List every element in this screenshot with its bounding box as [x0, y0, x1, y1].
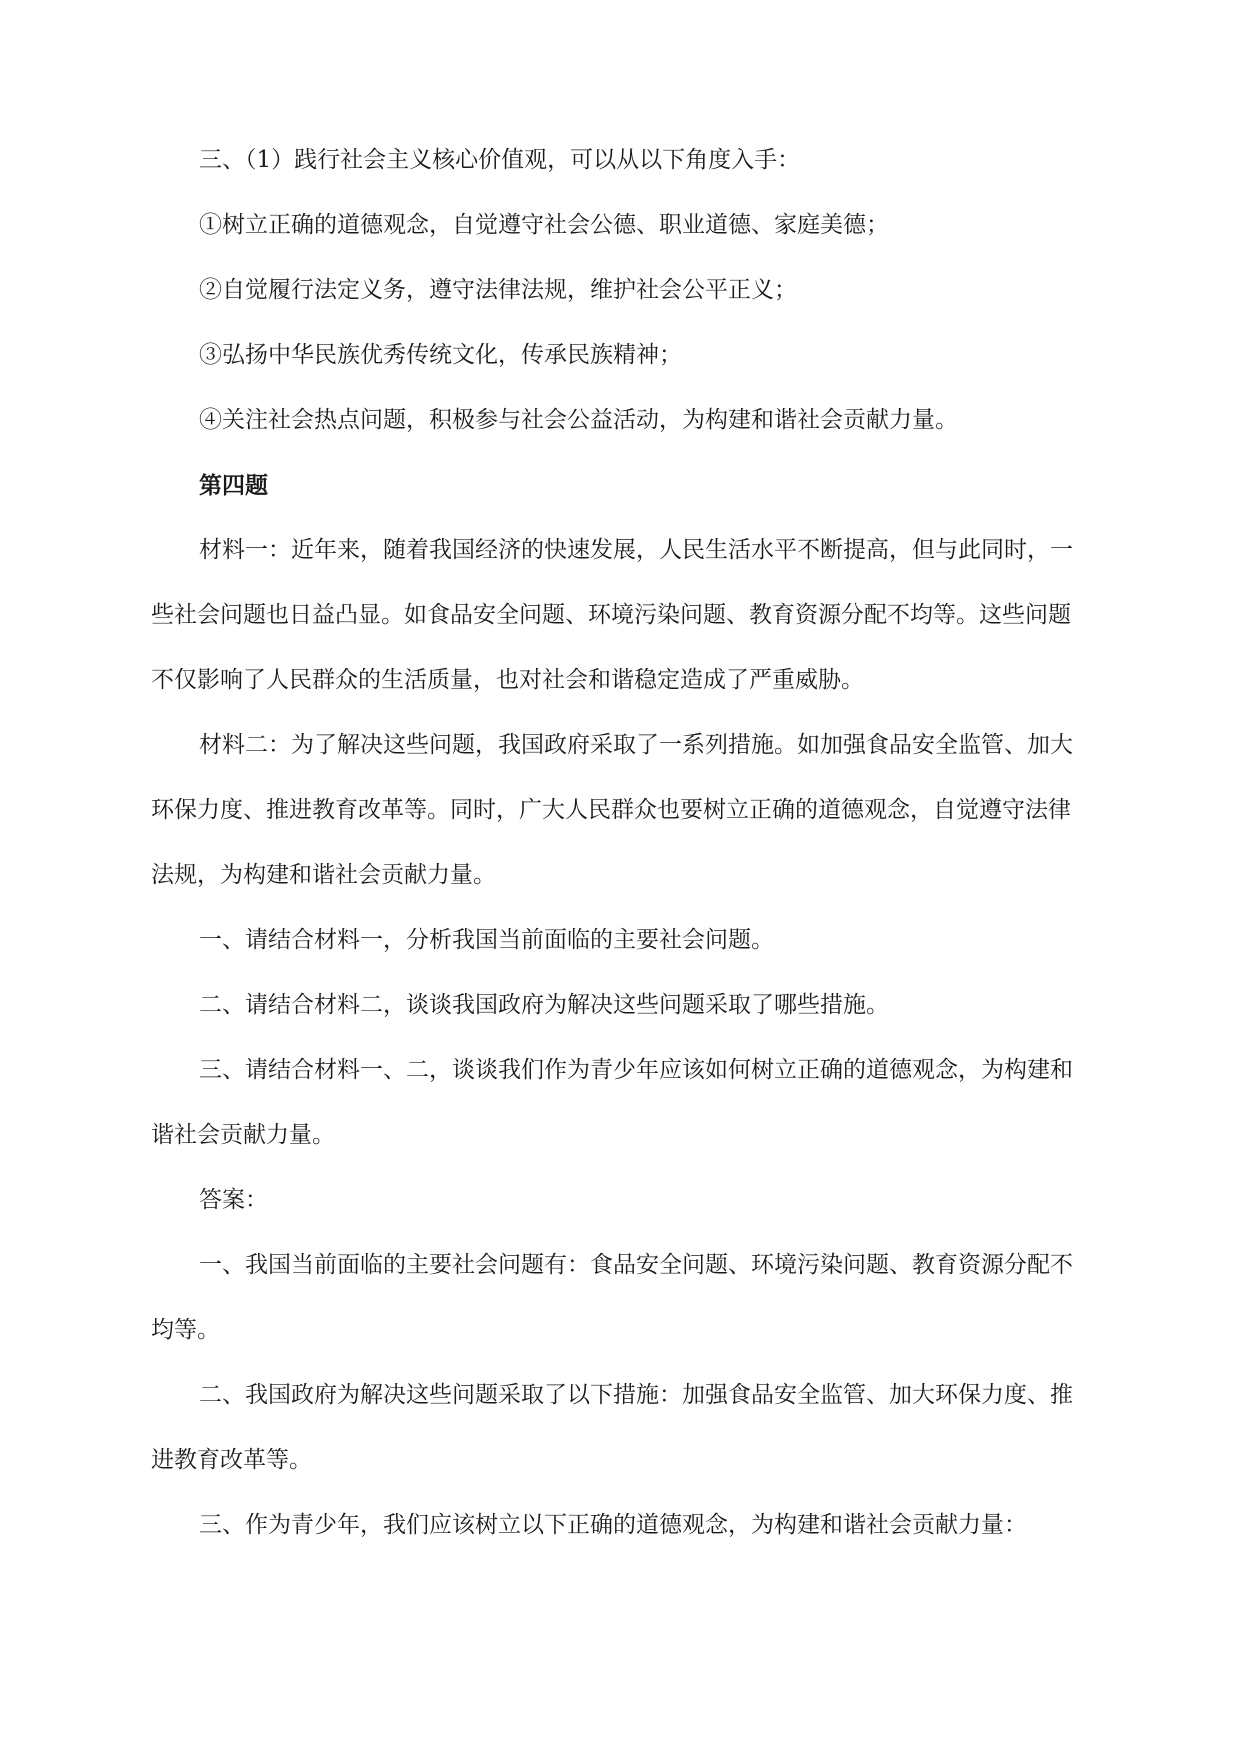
document-page	[151, 128, 1091, 1558]
answer-point-3: ③弘扬中华民族优秀传统文化，传承民族精神；	[199, 342, 682, 368]
answer-3: 三、作为青少年，我们应该树立以下正确的道德观念，为构建和谐社会贡献力量：	[199, 1512, 1027, 1538]
answer-label: 答案：	[199, 1187, 268, 1213]
answer-1: 一、我国当前面临的主要社会问题有：食品安全问题、环境污染问题、教育资源分配不均等。	[151, 1252, 1073, 1343]
material-2: 材料二：为了解决这些问题，我国政府采取了一系列措施。如加强食品安全监管、加大环保力度、推进教育改革等。同时，广大人民群众也要树立正确的道德观念，自觉遵守法律法规，为构建和谐社会贡献力量。	[151, 732, 1073, 888]
answer-2: 二、我国政府为解决这些问题采取了以下措施：加强食品安全监管、加大环保力度、推进教育改革等。	[151, 1382, 1073, 1473]
answer-point-1: ①树立正确的道德观念，自觉遵守社会公德、职业道德、家庭美德；	[199, 212, 889, 238]
question-4-heading: 第四题	[199, 472, 268, 499]
question-2: 二、请结合材料二，谈谈我国政府为解决这些问题采取了哪些措施。	[199, 992, 889, 1018]
question-1: 一、请结合材料一，分析我国当前面临的主要社会问题。	[199, 927, 774, 953]
question-3: 三、请结合材料一、二，谈谈我们作为青少年应该如何树立正确的道德观念，为构建和谐社会贡献力量。	[151, 1057, 1073, 1148]
answer-point-2: ②自觉履行法定义务，遵守法律法规，维护社会公平正义；	[199, 277, 797, 303]
answer-point-4: ④关注社会热点问题，积极参与社会公益活动，为构建和谐社会贡献力量。	[199, 407, 958, 433]
material-1: 材料一：近年来，随着我国经济的快速发展，人民生活水平不断提高，但与此同时，一些社会问题也日益凸显。如食品安全问题、环境污染问题、教育资源分配不均等。这些问题不仅影响了人民群众的生活质量，也对社会和谐稳定造成了严重威胁。	[151, 537, 1073, 693]
answer-section-3-part-1: 三、（1）践行社会主义核心价值观，可以从以下角度入手：	[199, 147, 801, 173]
